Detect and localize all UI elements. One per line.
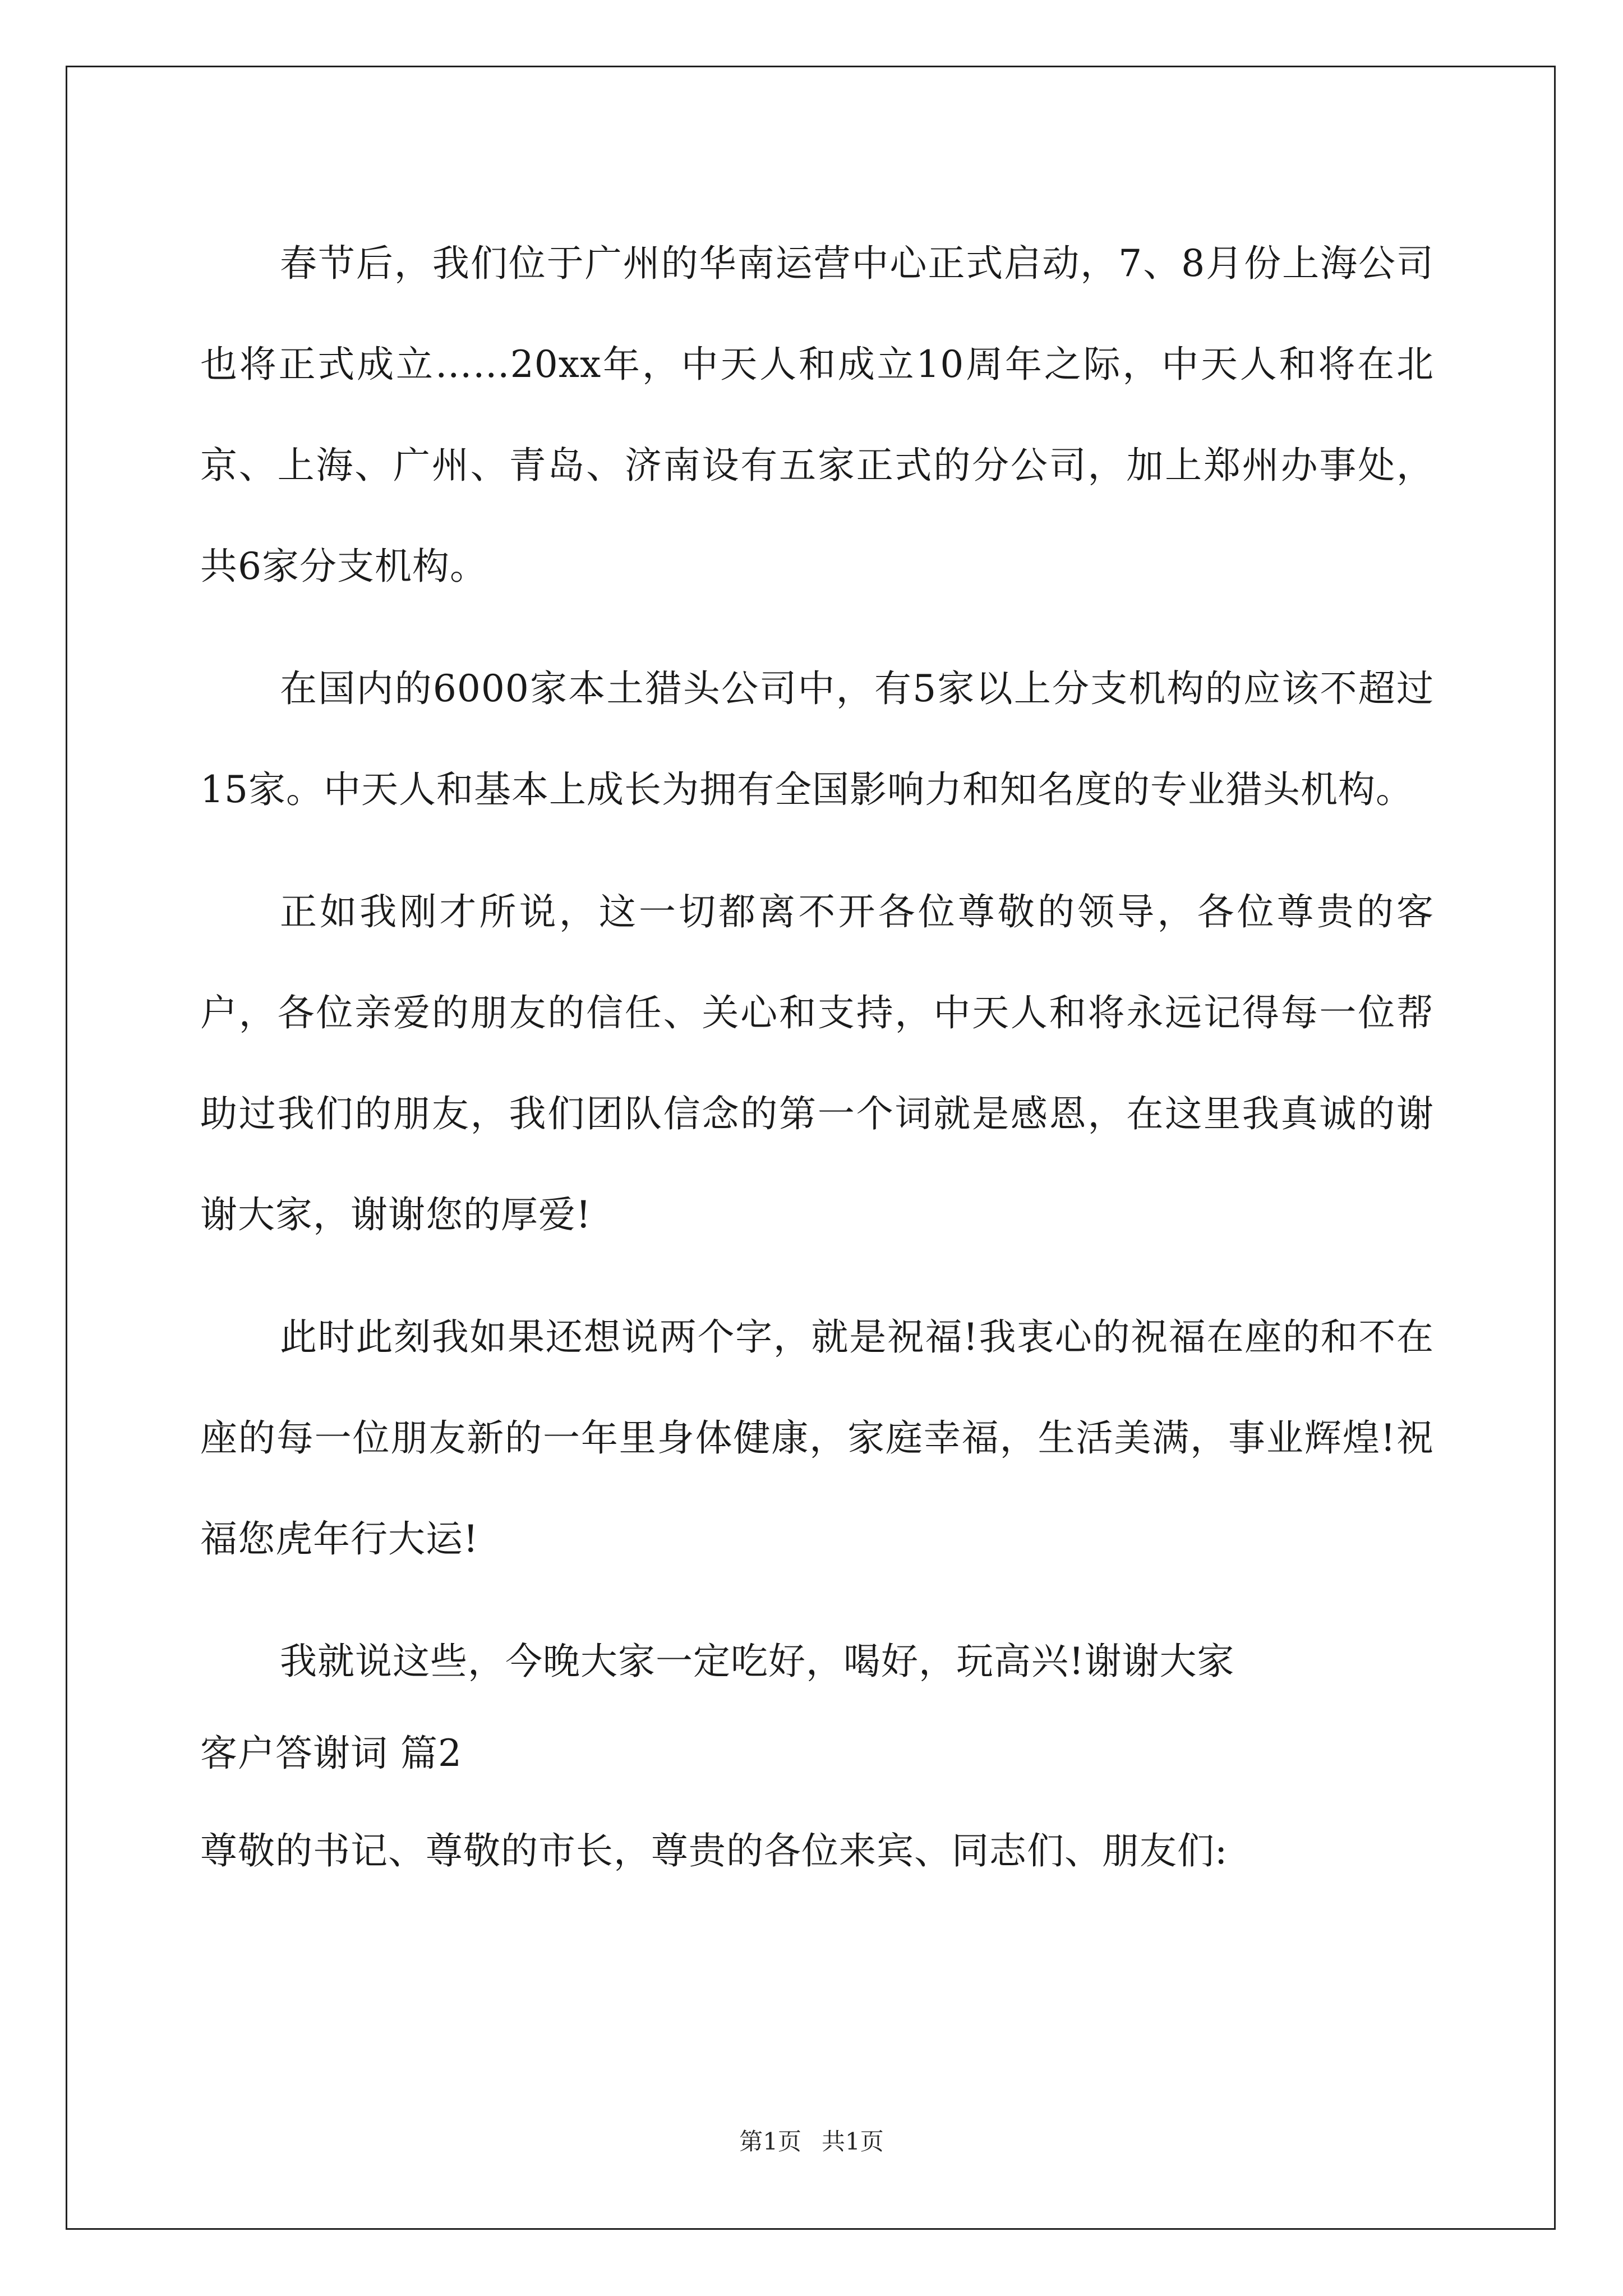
page-total: 共1页 bbox=[822, 2128, 884, 2155]
section-heading: 客户答谢词 篇2 bbox=[200, 1732, 462, 1775]
paragraph-1: 春节后，我们位于广州的华南运营中心正式启动，7、8月份上海公司也将正式成立……20xx年，中天人和成立10周年之际，中天人和将在北京、上海、广州、青岛、济南设有五家正式的分公司，加上郑州办事处，共6家分支机构。 bbox=[200, 242, 1434, 588]
page-number: 第1页 bbox=[739, 2128, 801, 2155]
paragraph-3: 正如我刚才所说，这一切都离不开各位尊敬的领导，各位尊贵的客户，各位亲爱的朋友的信任、关心和支持，中天人和将永远记得每一位帮助过我们的朋友，我们团队信念的第一个词就是感恩，在这里我真诚的谢谢大家，谢谢您的厚爱! bbox=[200, 890, 1434, 1236]
paragraph-2: 在国内的6000家本土猎头公司中，有5家以上分支机构的应该不超过15家。中天人和基本上成长为拥有全国影响力和知名度的专业猎头机构。 bbox=[200, 667, 1434, 811]
paragraph-4: 此时此刻我如果还想说两个字，就是祝福!我衷心的祝福在座的和不在座的每一位朋友新的一年里身体健康，家庭幸福，生活美满，事业辉煌!祝福您虎年行大运! bbox=[200, 1315, 1434, 1561]
salutation: 尊敬的书记、尊敬的市长，尊贵的各位来宾、同志们、朋友们: bbox=[200, 1829, 1228, 1872]
document-body bbox=[200, 213, 1434, 1888]
page-footer bbox=[0, 2125, 1623, 2159]
paragraph-5: 我就说这些，今晚大家一定吃好，喝好，玩高兴!谢谢大家 bbox=[280, 1640, 1235, 1683]
